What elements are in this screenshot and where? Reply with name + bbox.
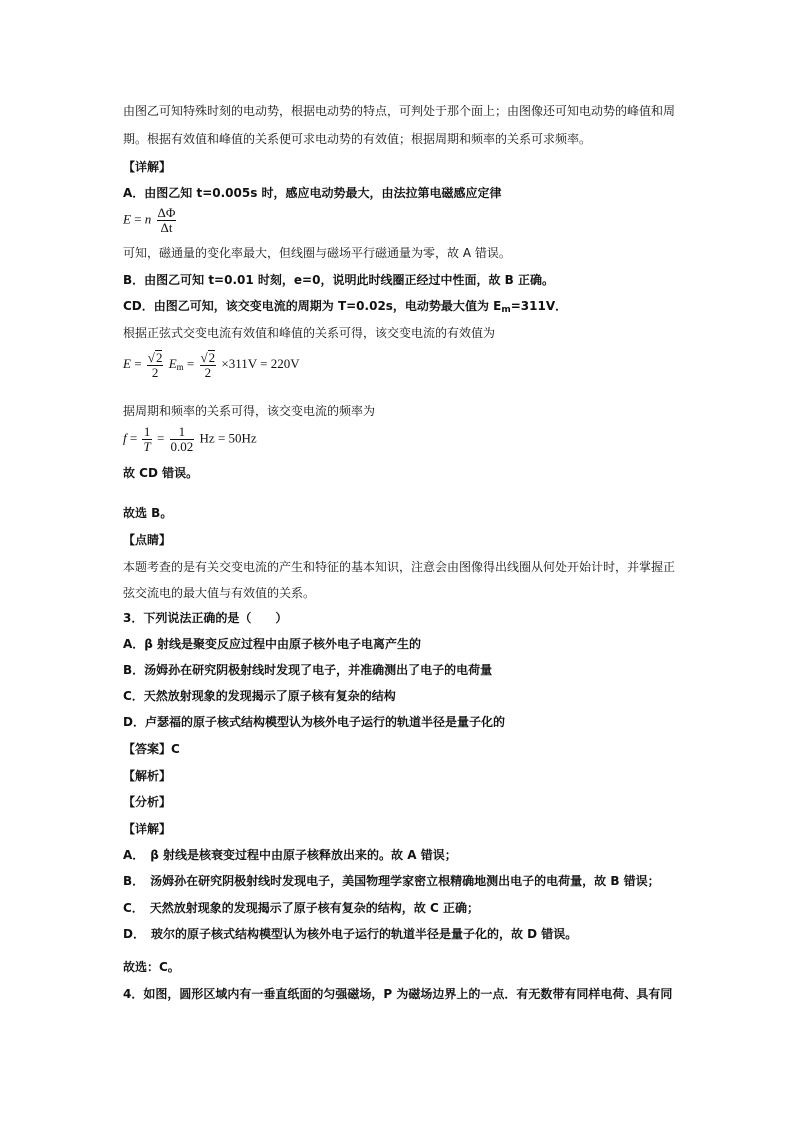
text-line: 故选 B。 bbox=[123, 506, 173, 520]
question-stem: 4．如图，圆形区域内有一垂直纸面的匀强磁场，P 为磁场边界上的一点．有无数带有同样电荷、具有同 bbox=[123, 987, 673, 1001]
equation-faraday bbox=[123, 206, 178, 235]
eq-text: ×311V = 220V bbox=[221, 355, 300, 371]
eq-fraction bbox=[157, 206, 177, 235]
eq-subscript: m bbox=[176, 361, 184, 372]
eq-denominator: 2 bbox=[204, 365, 212, 380]
section-heading: 【解析】 bbox=[123, 769, 172, 783]
equation-frequency bbox=[123, 425, 257, 454]
section-heading: 【分析】 bbox=[123, 795, 172, 809]
eq-operator: = bbox=[156, 430, 165, 446]
eq-fraction bbox=[200, 350, 217, 380]
eq-denominator: T bbox=[143, 439, 151, 454]
text-line: 根据正弦式交变电流有效值和峰值的关系可得，该交变电流的有效值为 bbox=[123, 326, 496, 340]
text-line: B． 汤姆孙在研究阴极射线时发现电子，美国物理学家密立根精确地测出电子的电荷量，故 B 错误； bbox=[123, 874, 660, 888]
text-line: 故选：C。 bbox=[123, 960, 180, 974]
text-line: 可知，磁通量的变化率最大，但线圈与磁场平行磁通量为零，故 A 错误。 bbox=[123, 246, 511, 260]
equation-effective-value bbox=[123, 350, 300, 380]
text-span: =311V． bbox=[510, 299, 568, 313]
eq-fraction bbox=[142, 425, 151, 454]
text-line bbox=[123, 299, 567, 317]
eq-numerator: 1 bbox=[170, 425, 195, 440]
text-line: 据周期和频率的关系可得，该交变电流的频率为 bbox=[123, 404, 376, 418]
eq-fraction bbox=[147, 350, 164, 380]
eq-text: Hz = 50Hz bbox=[199, 430, 257, 446]
text-line: 故 CD 错误。 bbox=[123, 466, 199, 480]
text-line: B．由图乙可知 t=0.01 时刻，e=0，说明此时线圈正经过中性面，故 B 正确。 bbox=[123, 273, 554, 287]
section-heading: 【点睛】 bbox=[123, 533, 172, 547]
text-line: 本题考查的是有关交变电流的产生和特征的基本知识，注意会由图像得出线圈从何处开始计时，并掌握正 bbox=[123, 560, 676, 574]
eq-symbol: E bbox=[168, 355, 177, 371]
eq-symbol: E bbox=[123, 211, 131, 227]
eq-operator: = bbox=[134, 211, 142, 227]
text-line: A．由图乙知 t=0.005s 时，感应电动势最大，由法拉第电磁感应定律 bbox=[123, 186, 502, 200]
question-stem: 3．下列说法正确的是（ ） bbox=[123, 611, 288, 625]
question-option: B．汤姆孙在研究阴极射线时发现了电子，并准确测出了电子的电荷量 bbox=[123, 663, 493, 677]
eq-denominator: 2 bbox=[151, 365, 159, 380]
eq-numerator: √2 bbox=[200, 350, 216, 365]
question-option: D．卢瑟福的原子核式结构模型认为核外电子运行的轨道半径是量子化的 bbox=[123, 715, 505, 729]
eq-symbol: n bbox=[144, 211, 152, 227]
eq-denominator: 0.02 bbox=[170, 439, 194, 454]
text-line: 由图乙可知特殊时刻的电动势，根据电动势的特点，可判处于那个面上；由图像还可知电动势的峰值和周 bbox=[123, 104, 676, 118]
question-option: C．天然放射现象的发现揭示了原子核有复杂的结构 bbox=[123, 689, 396, 703]
eq-symbol: E bbox=[123, 355, 131, 371]
eq-symbol: f bbox=[123, 430, 127, 446]
question-option: A．β 射线是聚变反应过程中由原子核外电子电离产生的 bbox=[123, 637, 422, 651]
text-line: C． 天然放射现象的发现揭示了原子核有复杂的结构，故 C 正确； bbox=[123, 901, 479, 915]
text-span: CD．由图乙可知，该交变电流的周期为 T=0.02s，电动势最大值为 E bbox=[123, 299, 502, 313]
answer-line: 【答案】C bbox=[123, 742, 180, 756]
text-line: 弦交流电的最大值与有效值的关系。 bbox=[123, 586, 316, 600]
text-line: A． β 射线是核衰变过程中由原子核释放出来的。故 A 错误； bbox=[123, 848, 457, 862]
section-heading: 【详解】 bbox=[123, 160, 172, 174]
text-subscript: m bbox=[501, 305, 511, 315]
text-line: D． 玻尔的原子核式结构模型认为核外电子运行的轨道半径是量子化的，故 D 错误。 bbox=[123, 927, 578, 941]
eq-fraction bbox=[170, 425, 195, 454]
section-heading: 【详解】 bbox=[123, 822, 172, 836]
eq-numerator: ΔΦ bbox=[157, 205, 176, 220]
eq-operator: = bbox=[186, 355, 195, 371]
eq-operator: = bbox=[134, 355, 142, 371]
eq-denominator: Δt bbox=[160, 220, 173, 235]
text-line: 期。根据有效值和峰值的关系便可求电动势的有效值；根据周期和频率的关系可求频率。 bbox=[123, 132, 592, 146]
eq-numerator: √2 bbox=[147, 350, 163, 365]
eq-operator: = bbox=[129, 430, 138, 446]
eq-numerator: 1 bbox=[143, 424, 151, 439]
